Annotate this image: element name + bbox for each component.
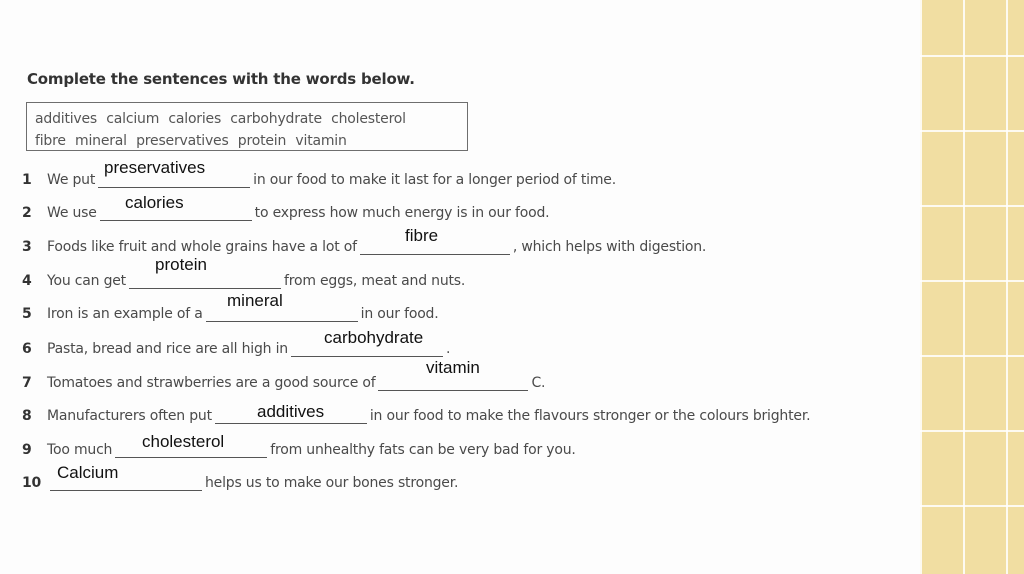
sentence-text-after: . [445,341,451,357]
sentence-text-before: Tomatoes and strawberries are a good source of [47,375,376,391]
sentence-text-before: You can get [47,273,126,289]
answer-text: protein [155,255,207,274]
sentence-number: 3 [22,239,32,255]
answer-blank[interactable] [129,274,281,289]
sentence-text-after: helps us to make our bones stronger. [205,475,459,491]
answer-text: Calcium [57,463,119,482]
sentence-number: 9 [22,442,32,458]
sentence-text-before: Manufacturers often put [47,408,212,424]
word-bank-line-1: additives calcium calories carbohydrate cholesterol [35,111,406,127]
answer-text: additives [257,402,325,421]
sentence-text-after: to express how much energy is in our food. [254,205,550,221]
sentence-text-before: Pasta, bread and rice are all high in [47,341,288,357]
sentence-4 [22,270,465,292]
word-bank-line-2: fibre mineral preservatives protein vitamin [35,133,347,149]
sentence-text-before: We put [47,172,96,188]
sentence-8 [22,405,810,427]
sentence-number: 5 [22,306,32,322]
sentence-number: 7 [22,375,32,391]
sentence-number: 4 [22,273,32,289]
sentence-number: 1 [22,172,32,188]
sentence-3 [22,236,706,258]
sentence-number: 10 [22,475,42,491]
sentence-text-after: from unhealthy fats can be very bad for you. [270,442,576,458]
answer-text: vitamin [426,358,480,377]
sentence-text-after: in our food to make the flavours stronger or the colours brighter. [369,408,811,424]
decorative-grid-panel [920,0,1024,574]
sentence-text-after: , which helps with digestion. [512,239,707,255]
sentence-text-after: in our food. [360,306,439,322]
word-bank [26,102,468,151]
sentence-text-before: Iron is an example of a [47,306,203,322]
answer-text: cholesterol [142,432,225,451]
sentence-text-before: Too much [47,442,113,458]
answer-text: fibre [405,226,439,245]
sentence-9 [22,439,576,461]
sentence-text-after: in our food to make it last for a longer period of time. [253,172,616,188]
sentence-number: 8 [22,408,32,424]
page-title: Complete the sentences with the words below. [27,70,415,88]
sentence-text-after: C. [531,375,546,391]
answer-text: preservatives [104,158,206,177]
sentence-number: 6 [22,341,32,357]
sentence-text-before: We use [47,205,97,221]
sentence-text-before: Foods like fruit and whole grains have a lot of [47,239,357,255]
sentence-2 [22,202,549,224]
answer-text: calories [125,193,184,212]
answer-text: mineral [227,291,283,310]
sentence-text-after: from eggs, meat and nuts. [283,273,466,289]
answer-text: carbohydrate [324,328,424,347]
sentence-number: 2 [22,205,32,221]
